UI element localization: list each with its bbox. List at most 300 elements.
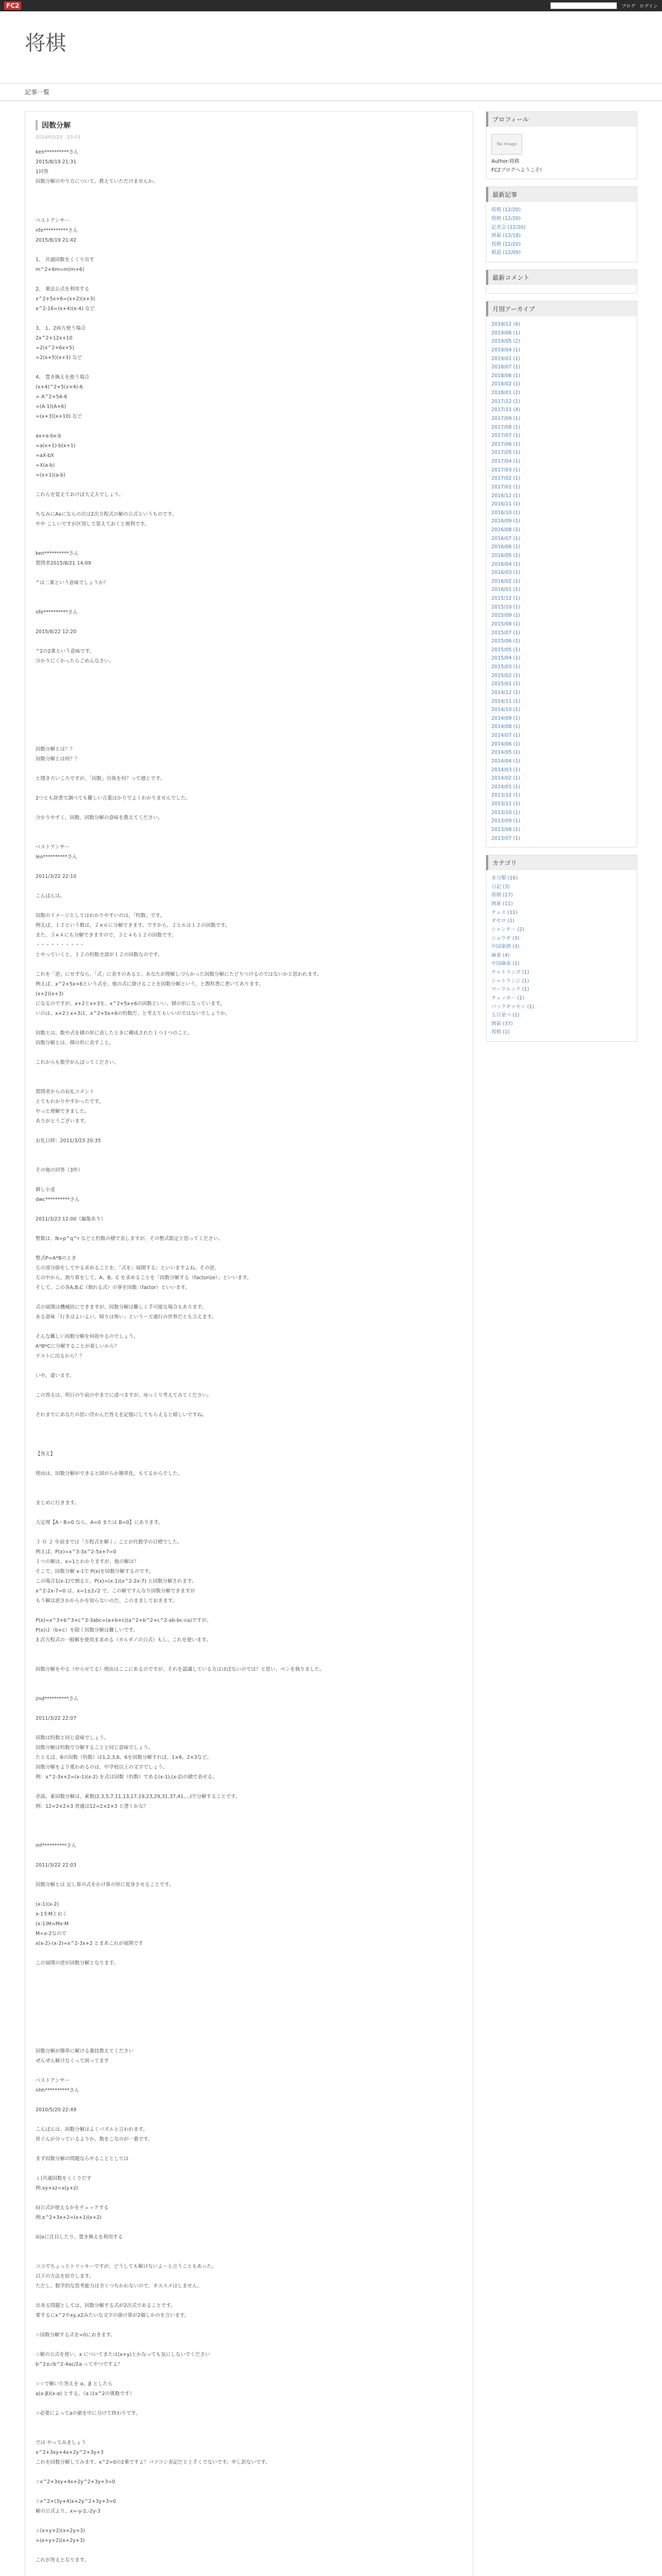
entry-line: 3 次方程式の一般解を使用ま求める（カルダノの公式）もし、これを使います。: [36, 1637, 211, 1643]
archive-month-link[interactable]: 2019/12 (6): [491, 321, 520, 327]
entry-line: (x-1)M=Mx-M: [36, 1921, 69, 1927]
entry-line: 因数分解が簡単に解ける裏技教えてください: [36, 2048, 134, 2054]
archive-month-link[interactable]: 2014/11 (1): [491, 698, 520, 704]
entry-line: [36, 539, 462, 549]
recent-entry-link[interactable]: 将棋 (12/20): [491, 241, 521, 247]
entry-line: 4、 置き換えを使う場合: [36, 375, 90, 380]
navbar: [0, 83, 662, 101]
archive-month-link[interactable]: 2017/08 (1): [491, 424, 520, 430]
entry-line: [36, 705, 462, 715]
entry-line: [36, 2369, 462, 2379]
archive-month-link[interactable]: 2016/12 (1): [491, 493, 520, 499]
entry-line: [36, 803, 462, 813]
entry-line: [36, 1244, 462, 1253]
archive-month-link[interactable]: 2017/09 (1): [491, 415, 520, 421]
entry-line: [36, 2017, 462, 2027]
archive-month-link[interactable]: 2018/01 (2): [491, 390, 520, 396]
entry-line: [36, 568, 462, 578]
entry-line: [36, 1459, 462, 1469]
entry-line: 例えば、P(x)=x^3-3x^2-5x+7=0: [36, 1549, 117, 1555]
archive-month-link[interactable]: 2015/09 (1): [491, 613, 520, 619]
entry-line: 因数のイメージとしてはわかりやすいのは、「約数」です。: [36, 913, 165, 919]
entry-line: leo**********さん: [36, 854, 77, 860]
archive-month-link[interactable]: 2017/11 (4): [491, 407, 520, 413]
entry-line: [36, 1146, 462, 1156]
entry-line: [36, 1224, 462, 1234]
entry: [25, 111, 473, 2576]
category-link[interactable]: ショウギ (3): [491, 935, 520, 941]
entry-line: ありがとうございます。: [36, 1118, 89, 1124]
entry-line: ちなみにAxにならの次は2次方程式の解の公式というものです。: [36, 512, 177, 517]
archive-month-link[interactable]: 2013/09 (1): [491, 818, 520, 824]
entry-line: [36, 2095, 462, 2105]
entry-line: [36, 1420, 462, 1430]
entry-line: この場合1(x-1)で割ると、P(x)=(x-1)(x^2-2x-7) と因数分解されます。: [36, 1579, 197, 1584]
entry-line: [36, 1606, 462, 1616]
entry-line: [36, 2242, 462, 2252]
entry-line: [36, 666, 462, 676]
archive-month-link[interactable]: 2016/10 (1): [491, 510, 520, 516]
recent-entry-link[interactable]: 囲碁 (12/18): [491, 233, 521, 239]
entry-line: [36, 1479, 462, 1488]
archive-month-link[interactable]: 2016/08 (1): [491, 527, 520, 533]
entry-line: [36, 2516, 462, 2526]
entry-line: 大定理【A・B=0 なら、A=0 または B=0】にあります。: [36, 1520, 163, 1526]
entry-line: x^2-2x-7=0 は、x=1±2√2 で、この解ですんなり因数分解できますが: [36, 1588, 195, 1594]
entry-line: ken**********さん: [36, 551, 79, 556]
entry-line: これらを覚えておけば大丈夫でしょう。: [36, 492, 124, 498]
entry-line: [36, 275, 462, 284]
entry-line: [36, 1723, 462, 1733]
recent-entry-link[interactable]: 棋道 (12/09): [491, 250, 521, 256]
entry-line: [36, 2066, 462, 2076]
entry-line: [36, 1684, 462, 1694]
entry-line: M=x-2なので: [36, 1931, 67, 1937]
entry-line: とやっていくと、１２の約数全部が１２の因数なのです。: [36, 952, 163, 958]
archive-month-link[interactable]: 2014/04 (1): [491, 758, 520, 764]
profile-widget-body: [486, 127, 637, 179]
category-link[interactable]: 五目並べ (1): [491, 1012, 520, 1019]
entry-line: [36, 2291, 462, 2301]
archive-month-link[interactable]: 2016/07 (1): [491, 535, 520, 541]
entry-line: この展開の逆が因数分解となります。: [36, 1960, 119, 1966]
archive-month-link[interactable]: 2019/01 (1): [491, 355, 520, 362]
archive-month-link[interactable]: 2015/06 (1): [491, 638, 520, 645]
entry-line: znd**********さん: [36, 1696, 79, 1702]
entry-body: [36, 147, 462, 2565]
entry-line: 左の中から、割り算をして、A、B、C を求めることを「因数分解する（factorize）」といいます。: [36, 1275, 252, 1281]
entry-line: [36, 823, 462, 833]
archive-month-link[interactable]: 2016/06 (1): [491, 544, 520, 550]
entry-line: [36, 2252, 462, 2262]
entry-line: 因数分解をやる（やらせてる）理由はここにあるのですが、それを認識している方はほぼないのでは？と思い、ペンを執りました。: [36, 1667, 325, 1672]
entry-line: そこで、因数分解 x-1で P(x)を因数分解するのです。: [36, 1569, 154, 1574]
archive-title: 月別アーカイブ: [486, 301, 637, 316]
archive-month-link[interactable]: 2015/07 (1): [491, 630, 520, 636]
entry-line: 理由は、因数分解ができると固がらか簡単化、もてるからでした。: [36, 1471, 183, 1477]
archive-month-link[interactable]: 2018/02 (1): [491, 381, 520, 387]
archive-month-link[interactable]: 2016/09 (1): [491, 518, 520, 524]
entry-line: P(x)=x^3+b^3+c^3-3abc=(a+b+c)(a^2+b^2+c^2-ab-bc-ca)ですが、: [36, 1618, 212, 1623]
category-link[interactable]: シャトランジ (1): [491, 978, 529, 984]
category-link[interactable]: 将棋 (17): [491, 892, 513, 899]
entry-line: x(x-2)-(x-2)=x^2-3x+2 とまあこれが展開です: [36, 1941, 143, 1946]
entry-line: [36, 206, 462, 216]
entry-line: ☆x^2+3xy+4x+2y^2+3y+3=0: [36, 2479, 115, 2485]
profile-description: FC2ブログへようこそ!: [491, 167, 542, 173]
recent-entries-list: [486, 202, 637, 262]
entry-line: 因数分解とは何？？: [36, 756, 80, 762]
category-list: [486, 870, 637, 1041]
category-link[interactable]: バックギャモン (1): [491, 1004, 534, 1010]
entry-line: 因数分解をより愛わめるのは、中学校以上の文字でしょう。: [36, 1765, 168, 1770]
archive-month-link[interactable]: 2016/01 (1): [491, 587, 520, 593]
entry-line: [36, 2428, 462, 2438]
entry-line: 要するにx^2やxy,x2みたいな文字の掛け算が2個しかのを言います。: [36, 2313, 189, 2318]
entry-line: [36, 2418, 462, 2428]
entry-line: まじめに行きます。: [36, 1500, 79, 1506]
recent-entry-link[interactable]: 記者会 (12/20): [491, 224, 526, 230]
entry-line: 因数とは、数や式を積の形に表したときに構成された１つ１つのこと。: [36, 1030, 193, 1036]
entry-line: [36, 1077, 462, 1087]
entry-line: 例:xy+xz=x(y+z): [36, 2185, 78, 2191]
entry-line: 【答え】: [36, 1451, 56, 1457]
entry-line: [36, 2546, 462, 2555]
topbar-search-input[interactable]: [550, 2, 617, 9]
entry-line: やや こしいですが区別して覚えておくと便利です。: [36, 521, 150, 527]
archive-month-link[interactable]: 2014/07 (1): [491, 733, 520, 738]
entry-line: そして、この各A,B,C（割れる式）の事を因数（factor）といいます。: [36, 1285, 190, 1291]
entry-line: ☆☆で解いた答えを α、β としたら: [36, 2381, 113, 2387]
category-link[interactable]: 将棋 (1): [491, 1029, 510, 1036]
entry-line: [36, 2115, 462, 2125]
entry-line: 質問者からのお礼コメント: [36, 1089, 95, 1095]
topbar-link-blog[interactable]: ブログ: [621, 4, 636, 9]
entry-line: =X(a-b): [36, 463, 55, 468]
entry-title[interactable]: 因数分解: [36, 120, 462, 130]
recent-comments-title: 最新コメント: [486, 270, 637, 285]
archive-month-link[interactable]: 2018/07 (1): [491, 364, 520, 370]
entry-line: a(x-β)(x-α) とする。（a はx^2の係数です）: [36, 2391, 135, 2397]
entry-line: 1回答: [36, 169, 49, 175]
entry-line: 2011/3/23 12:00（編集あり）: [36, 1216, 106, 1222]
category-link[interactable]: 日記 (3): [491, 884, 510, 890]
entry-line: 質問者2015/8/21 14:09: [36, 561, 91, 566]
blog-header: [0, 11, 662, 83]
entry-line: こんばんは、因数分解はよくパズルと言われます。: [36, 2127, 148, 2132]
entry-line: x^2-16=(x+4)(x-4) など: [36, 306, 95, 312]
entry-line: =(x+y+2)(x+2y+3): [36, 2538, 85, 2544]
archive-month-link[interactable]: 2016/11 (1): [491, 501, 520, 507]
archive-month-link[interactable]: 2014/10 (1): [491, 707, 520, 713]
archive-month-link[interactable]: 2014/01 (1): [491, 784, 520, 790]
entry-line: [36, 1400, 462, 1410]
entry-line: 2015/8/22 12:20: [36, 629, 77, 635]
entry-line: 例えば、１２という数は、２×６に分解できます。ですから、２と６は１２の因数です。: [36, 923, 230, 928]
entry-line: [36, 598, 462, 607]
entry-line: (x-1)(x-2): [36, 1902, 59, 1907]
entry-line: [36, 1831, 462, 1841]
archive-month-link[interactable]: 2016/02 (1): [491, 578, 520, 584]
entry-line: [36, 1175, 462, 1185]
archive-month-link[interactable]: 2016/04 (1): [491, 561, 520, 567]
recent-comments-body: [486, 285, 637, 293]
entry-line: こんばんは。: [36, 893, 65, 899]
entry-line: [36, 2320, 462, 2330]
entry-line: [36, 1322, 462, 1332]
archive-month-link[interactable]: 2017/05 (1): [491, 450, 520, 456]
entry-line: 1、 共通因数をくくり出す: [36, 257, 94, 263]
entry-line: 整数は、N=p^q^r などと約数の積で表しますが、その整式限定と思ってください。: [36, 1236, 223, 1242]
archive-month-link[interactable]: 2019/05 (2): [491, 338, 520, 345]
entry-line: これが答えとなります。: [36, 2557, 89, 2563]
entry-line: ☆因数分解する式を=0におきます。: [36, 2332, 115, 2338]
entry-line: 耕し小麦: [36, 1187, 56, 1193]
entry-line: [36, 617, 462, 627]
archive-month-link[interactable]: 2015/10 (1): [491, 604, 520, 610]
entry-line: 因数分解とは？？: [36, 747, 75, 752]
entry-line: [36, 1205, 462, 1214]
entry-line: ココでちょっとトリッキーですが、どうしても解けないよーと言うこともあった。: [36, 2264, 217, 2269]
entry-line: [36, 1067, 462, 1077]
entry-line: [36, 1156, 462, 1165]
entry-line: ぜんぜん解けなくって困ってます: [36, 2058, 109, 2064]
archive-month-link[interactable]: 2017/03 (1): [491, 467, 520, 473]
entry-line: [36, 1821, 462, 1831]
entry-line: [36, 1488, 462, 1498]
entry-line: [36, 1439, 462, 1449]
category-link[interactable]: 中国麻雀 (1): [491, 961, 520, 967]
archive-month-link[interactable]: 2015/12 (1): [491, 596, 520, 601]
entry-line: nfe**********さん: [36, 609, 78, 615]
archive-month-link[interactable]: 2015/01 (1): [491, 681, 520, 687]
entry-line: 2015/8/19 21:31: [36, 159, 77, 165]
recent-comments-widget: [486, 269, 637, 294]
entry-line: 2011/3/22 22:07: [36, 1716, 77, 1721]
category-link[interactable]: チェス (11): [491, 909, 518, 916]
entry-line: 2、 乗法公式を利用する: [36, 286, 90, 292]
entry-line: [36, 2193, 462, 2203]
category-link[interactable]: 囲碁 (37): [491, 1021, 513, 1027]
archive-month-link[interactable]: 2014/06 (1): [491, 741, 520, 747]
profile-widget-title: プロフィール: [486, 112, 637, 127]
archive-month-link[interactable]: 2014/08 (1): [491, 724, 520, 730]
entry-line: [36, 1381, 462, 1391]
entry-line: [36, 1997, 462, 2007]
category-widget: [486, 855, 637, 1042]
entry-line: 2つとも辞書で調べても難しい言葉はかりでよくわかりませんでした。: [36, 795, 191, 801]
nav-link-article-list[interactable]: 記事一覧: [25, 89, 50, 96]
entry-line: ・・・・・・・・・・: [36, 942, 85, 948]
entry-line: 解の公式より、x=-y-2,-2y-3: [36, 2509, 101, 2514]
archive-month-link[interactable]: 2014/12 (1): [491, 689, 520, 696]
entry-line: 因数分解とは、積の形に表すこと。: [36, 1040, 114, 1046]
category-link[interactable]: 中国象棋 (3): [491, 944, 520, 950]
entry-line: 分かりにくかったらごめんなさい。: [36, 658, 114, 664]
profile-author: Author:将棋: [491, 159, 520, 164]
entry-line: になるのですが、x+2とx+3を、x^2+5x+6の因数といい、積の形になっています。: [36, 1001, 225, 1007]
entry-line: 余談。素因数分解は、素数(2,3,5,7,11,13,17,19,23,29,31,37,41,...)で分解することです。: [36, 1794, 240, 1800]
entry-line: ken**********さん: [36, 149, 79, 155]
archive-month-link[interactable]: 2017/12 (1): [491, 398, 520, 404]
archive-month-link[interactable]: 2016/03 (1): [491, 570, 520, 576]
recent-entries-widget: [486, 187, 637, 262]
entry-line: =(x+1)(a-b): [36, 472, 65, 478]
archive-month-link[interactable]: 2016/05 (1): [491, 552, 520, 558]
archive-month-link[interactable]: 2014/03 (1): [491, 767, 520, 773]
page-layout: [0, 101, 662, 2576]
archive-month-link[interactable]: 2014/05 (1): [491, 750, 520, 756]
archive-month-link[interactable]: 2019/04 (1): [491, 347, 520, 353]
fc2-logo[interactable]: FC2: [4, 2, 21, 10]
entry-line: 2010/5/20 22:49: [36, 2107, 77, 2113]
entry-line: [36, 1811, 462, 1821]
entry-line: [36, 1851, 462, 1860]
entry-line: ｉ)共通因数をくくりだす: [36, 2176, 92, 2181]
entry-line: x-1をMとおく: [36, 1911, 68, 1917]
entry-line: [36, 2340, 462, 2350]
entry-line: [36, 2223, 462, 2232]
category-link[interactable]: 麻雀 (4): [491, 952, 510, 958]
entry-line: [36, 1293, 462, 1302]
recent-entries-title: 最新記事: [486, 187, 637, 202]
entry-line: [36, 1988, 462, 1997]
entry-line: もう解は逆さかからかを知らないのだ、このまましておきます。: [36, 1598, 177, 1604]
entry-line: mf**********さん: [36, 1843, 77, 1849]
fc2-topbar: [0, 0, 662, 11]
archive-month-link[interactable]: 2015/04 (1): [491, 655, 520, 662]
entry-line: では やってみましょう: [36, 2440, 87, 2446]
entry-line: 2011/3/22 22:03: [36, 1862, 77, 1868]
entry-line: [36, 696, 462, 705]
recent-entry-link[interactable]: 将棋 (12/20): [491, 207, 521, 213]
entry-line: 整式P=A*Bのとき: [36, 1256, 76, 1261]
entry-line: [36, 245, 462, 255]
entry-line: とてもわかりやすかったです。: [36, 1099, 104, 1105]
entry-line: ベストアンサー: [36, 2078, 70, 2083]
entry-line: =2(x^2+6x+5): [36, 345, 74, 351]
blog-title[interactable]: 将棋: [25, 31, 66, 55]
entry-line: ３ ０ ２ 年前までは「方程式を解く」ことが代数学の目標でした。: [36, 1539, 183, 1545]
entry-line: =(x+3)(x+10) など: [36, 414, 82, 419]
archive-month-link[interactable]: 2015/02 (1): [491, 672, 520, 679]
archive-month-link[interactable]: 2013/08 (1): [491, 826, 520, 833]
archive-month-link[interactable]: 2015/05 (1): [491, 647, 520, 653]
archive-month-link[interactable]: 2015/03 (1): [491, 664, 520, 670]
entry-line: 因数は約数と同じ意味でしょう。: [36, 1735, 109, 1741]
archive-month-link[interactable]: 2013/10 (1): [491, 809, 520, 816]
entry-line: [36, 1704, 462, 1714]
entry-line: [36, 2399, 462, 2409]
entry-line: [36, 1890, 462, 1900]
entry-line: [36, 901, 462, 911]
archive-month-link[interactable]: 2017/06 (1): [491, 441, 520, 447]
entry-line: nhh**********さん: [36, 2088, 79, 2093]
archive-month-link[interactable]: 2018/06 (1): [491, 372, 520, 379]
archive-month-link[interactable]: 2017/07 (1): [491, 433, 520, 439]
entry-line: [36, 421, 462, 431]
entry-line: [36, 2467, 462, 2477]
entry-line: x^2+5x+6=(x+2)(x+3): [36, 296, 95, 302]
entry-line: ☆必要によってaの値を中に分けて終わりです。: [36, 2411, 141, 2416]
category-link[interactable]: シャンチー (2): [491, 926, 524, 933]
entry-line: まず因数分解の問題ならやることとしては: [36, 2156, 129, 2162]
entry-line: ^は二乗という意味でしょうか？: [36, 580, 108, 586]
entry-line: 以下の方法を紹介します。: [36, 2274, 94, 2279]
category-title: カテゴリ: [486, 855, 637, 870]
entry-line: [36, 196, 462, 206]
entry-line: [36, 2144, 462, 2154]
entry-line: =aX-bX: [36, 453, 54, 459]
archive-month-link[interactable]: 2019/06 (1): [491, 330, 520, 336]
archive-month-link[interactable]: 2013/07 (1): [491, 835, 520, 841]
archive-month-link[interactable]: 2014/09 (1): [491, 715, 520, 721]
entry-line: [36, 1870, 462, 1880]
entry-line: b^2±√b^2-4ac/2a ってやつですよ？: [36, 2362, 123, 2367]
archive-month-link[interactable]: 2017/04 (1): [491, 459, 520, 464]
entry-line: [36, 529, 462, 539]
recent-entry-link[interactable]: 将棋 (12/20): [491, 215, 521, 222]
entry-line: ^2の2乗という意味です。: [36, 649, 95, 654]
profile-avatar: No Image: [491, 134, 522, 155]
entry-line: [36, 1948, 462, 1958]
archive-month-link[interactable]: 2014/02 (1): [491, 775, 520, 782]
entry-line: [36, 500, 462, 510]
entry-line: [36, 1048, 462, 1058]
entry-line: [36, 1968, 462, 1978]
entry-line: 3、 1、2両方使う場合: [36, 326, 86, 331]
profile-widget: [486, 111, 637, 179]
entry-line: P(x)は（b+c）を除く因数分解は難しいです。: [36, 1628, 138, 1633]
category-link[interactable]: マークルック (1): [491, 987, 529, 993]
category-link[interactable]: チャトランガ (1): [491, 970, 529, 975]
category-link[interactable]: チェッカー (1): [491, 995, 524, 1001]
archive-month-link[interactable]: 2015/08 (1): [491, 621, 520, 627]
entry-line: [36, 1674, 462, 1684]
entry-line: いや、違います。: [36, 1373, 75, 1379]
entry-line: [36, 314, 462, 324]
category-link[interactable]: 未分類 (16): [491, 875, 518, 882]
entry-line: ベストアンサー: [36, 218, 70, 224]
entry-line: iii)xに注目したり、置き換えを利用する: [36, 2234, 123, 2240]
entry-line: 例:x^2+3x+2=(x+1)(x+2): [36, 2215, 102, 2221]
entry-line: テストに出るから？？: [36, 1353, 85, 1359]
archive-widget: [486, 301, 637, 848]
entry-line: [36, 833, 462, 842]
entry-line: これを因数分解してみます。x^2=0の2乗ですよ？パソコン表記だと上手くでないです。申し訳ないです。: [36, 2460, 271, 2465]
category-link[interactable]: オセロ (1): [491, 918, 515, 924]
topbar-link-login[interactable]: ログイン: [639, 4, 658, 9]
entry-line: 2011/3/22 22:10: [36, 874, 77, 879]
entry-line: [36, 2007, 462, 2017]
entry-line: ☆x^2+(3y+4)x+2y^2+3y+3=0: [36, 2499, 117, 2504]
archive-month-link[interactable]: 2017/02 (1): [491, 476, 520, 482]
entry-line: [36, 2487, 462, 2497]
entry-line: 出来る問題としては、因数分解する式が2次式であることです。: [36, 2303, 176, 2309]
archive-month-link[interactable]: 2013/12 (1): [491, 792, 520, 799]
archive-month-link[interactable]: 2013/11 (1): [491, 801, 520, 807]
entry-line: 分かりやすく、因数、因数分解の意味を教えてください。: [36, 815, 163, 821]
archive-month-link[interactable]: 2017/01 (1): [491, 484, 520, 490]
category-link[interactable]: 囲碁 (11): [491, 901, 513, 907]
entry-line: = A^2+5A-6: [36, 394, 68, 400]
entry-line: そんな難しい因数分解を何故やるのでしょう。: [36, 1334, 139, 1340]
archive-list: [486, 316, 637, 847]
entry-line: [36, 588, 462, 598]
entry-line: [36, 637, 462, 647]
entry-line: ベストアンサー: [36, 844, 70, 850]
entry-line: 左の部分掛をしてやる求めることを、「式を」展開する」といいますよね。その逆、: [36, 1265, 220, 1271]
